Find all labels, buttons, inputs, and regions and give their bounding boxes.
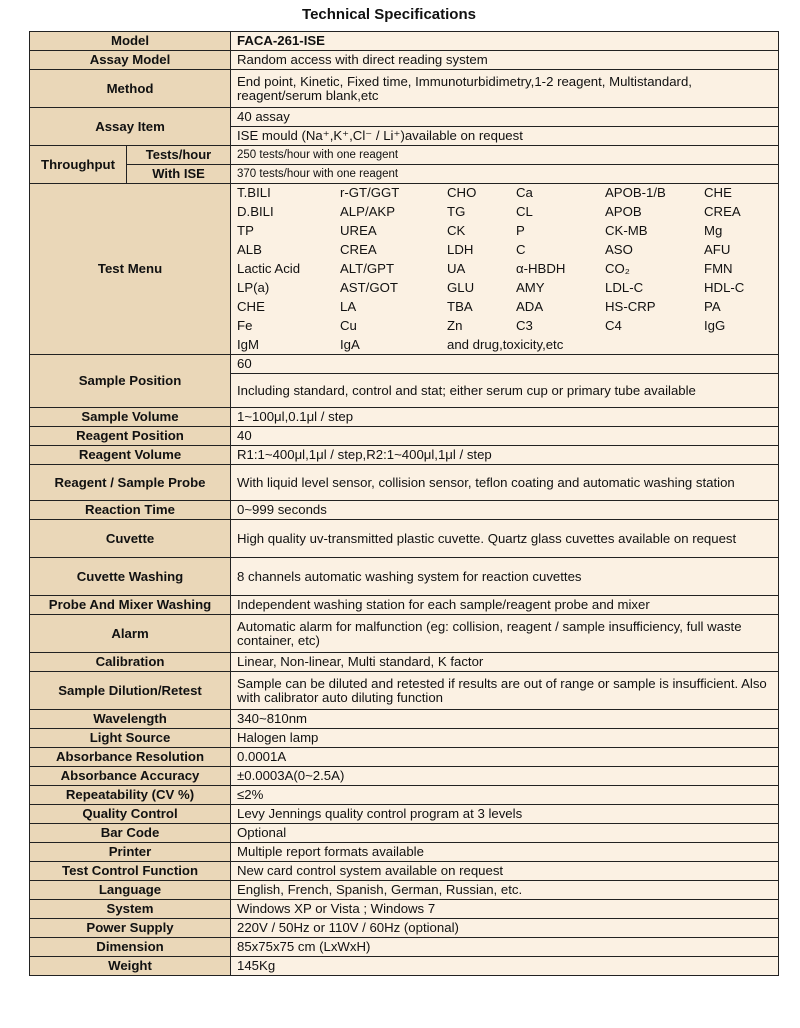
row-value: Levy Jennings quality control program at 3 levels	[231, 805, 779, 824]
row-value: ±0.0003A(0~2.5A)	[231, 767, 779, 786]
row-label: Sample Position	[30, 355, 231, 408]
row-label: Reagent Volume	[30, 446, 231, 465]
table-row	[30, 729, 779, 748]
test-menu-item: LDH	[447, 241, 474, 257]
row-value: 8 channels automatic washing system for reaction cuvettes	[231, 558, 779, 596]
test-menu-item: TG	[447, 203, 466, 219]
test-menu-item: ASO	[605, 241, 633, 257]
row-label: Cuvette	[30, 520, 231, 558]
row-value: 145Kg	[231, 957, 779, 976]
row-value: R1:1~400μl,1μl / step,R2:1~400μl,1μl / step	[231, 446, 779, 465]
test-menu-item: α-HBDH	[516, 260, 566, 276]
row-label: System	[30, 900, 231, 919]
table-row	[30, 355, 779, 374]
row-label: Test Menu	[30, 184, 231, 355]
test-menu-cell	[231, 184, 779, 355]
test-menu-item: Lactic Acid	[237, 260, 301, 276]
row-label: Light Source	[30, 729, 231, 748]
test-menu-item: C4	[605, 317, 622, 333]
row-value: 40 assay	[231, 108, 779, 127]
table-row	[30, 32, 779, 51]
test-menu-item: FMN	[704, 260, 733, 276]
row-value: Windows XP or Vista ; Windows 7	[231, 900, 779, 919]
test-menu-item: and drug,toxicity,etc	[447, 336, 564, 352]
row-label: Test Control Function	[30, 862, 231, 881]
test-menu-item: AFU	[704, 241, 731, 257]
test-menu-item: CREA	[704, 203, 741, 219]
row-label: Probe And Mixer Washing	[30, 596, 231, 615]
row-label: Power Supply	[30, 919, 231, 938]
test-menu-item: AST/GOT	[340, 279, 398, 295]
row-value: High quality uv-transmitted plastic cuvette. Quartz glass cuvettes available on request	[231, 520, 779, 558]
table-row	[30, 767, 779, 786]
row-value: 340~810nm	[231, 710, 779, 729]
row-label: Absorbance Accuracy	[30, 767, 231, 786]
row-value: 60	[231, 355, 779, 374]
table-row	[30, 558, 779, 596]
test-menu-item: ALP/AKP	[340, 203, 395, 219]
table-row	[30, 862, 779, 881]
table-row	[30, 672, 779, 710]
table-row	[30, 615, 779, 653]
table-row	[30, 165, 779, 184]
row-label: Weight	[30, 957, 231, 976]
row-value: 40	[231, 427, 779, 446]
test-menu-item: Mg	[704, 222, 723, 238]
row-label: Model	[30, 32, 231, 51]
row-label: Absorbance Resolution	[30, 748, 231, 767]
table-row	[30, 824, 779, 843]
test-menu-item: ADA	[516, 298, 544, 314]
table-row	[30, 520, 779, 558]
row-label: Language	[30, 881, 231, 900]
table-row	[30, 184, 779, 355]
table-row	[30, 501, 779, 520]
test-menu-item: APOB-1/B	[605, 185, 666, 200]
test-menu-item: LDL-C	[605, 279, 644, 295]
test-menu-item: TP	[237, 222, 254, 238]
test-menu-item: PA	[704, 298, 721, 314]
table-row	[30, 957, 779, 976]
row-label: Alarm	[30, 615, 231, 653]
row-label: Assay Item	[30, 108, 231, 146]
test-menu-item: CO₂	[605, 260, 630, 276]
table-row	[30, 881, 779, 900]
test-menu-item: HS-CRP	[605, 298, 656, 314]
row-value: ≤2%	[231, 786, 779, 805]
page-title: Technical Specifications	[302, 6, 476, 23]
table-row	[30, 900, 779, 919]
test-menu-item: ALT/GPT	[340, 260, 394, 276]
test-menu-item: r-GT/GGT	[340, 185, 400, 200]
test-menu-item: CL	[516, 203, 533, 219]
table-row	[30, 427, 779, 446]
row-value: Linear, Non-linear, Multi standard, K factor	[231, 653, 779, 672]
row-label: Quality Control	[30, 805, 231, 824]
table-row	[30, 51, 779, 70]
test-menu-item: CK	[447, 222, 466, 238]
test-menu-item: UREA	[340, 222, 377, 238]
test-menu-item: APOB	[605, 203, 642, 219]
table-row	[30, 465, 779, 501]
row-value: Halogen lamp	[231, 729, 779, 748]
row-value: New card control system available on request	[231, 862, 779, 881]
table-row	[30, 919, 779, 938]
test-menu-item: GLU	[447, 279, 475, 295]
row-value: End point, Kinetic, Fixed time, Immunoturbidimetry,1-2 reagent, Multistandard, reagent/serum blank,etc	[231, 70, 779, 108]
row-value: 0.0001A	[231, 748, 779, 767]
row-value: English, French, Spanish, German, Russian, etc.	[231, 881, 779, 900]
row-value: Including standard, control and stat; either serum cup or primary tube available	[231, 374, 779, 408]
table-row	[30, 710, 779, 729]
table-row	[30, 70, 779, 108]
row-label: Repeatability (CV %)	[30, 786, 231, 805]
test-menu-item: ALB	[237, 241, 262, 257]
test-menu-item: T.BILI	[237, 185, 271, 200]
table-row	[30, 786, 779, 805]
row-value: 250 tests/hour with one reagent	[231, 146, 779, 165]
table-row	[30, 805, 779, 824]
row-label: Reagent Position	[30, 427, 231, 446]
test-menu-grid	[237, 184, 778, 354]
table-row	[30, 108, 779, 127]
test-menu-item: C	[516, 241, 526, 257]
test-menu-item: AMY	[516, 279, 545, 295]
table-row	[30, 938, 779, 957]
row-value: Random access with direct reading system	[231, 51, 779, 70]
row-value: 370 tests/hour with one reagent	[231, 165, 779, 184]
test-menu-item: UA	[447, 260, 466, 276]
test-menu-item: Fe	[237, 317, 253, 333]
row-label: Reagent / Sample Probe	[30, 465, 231, 501]
test-menu-item: C3	[516, 317, 533, 333]
table-row	[30, 408, 779, 427]
test-menu-item: P	[516, 222, 525, 238]
row-value: Multiple report formats available	[231, 843, 779, 862]
row-value: 0~999 seconds	[231, 501, 779, 520]
row-label: Cuvette Washing	[30, 558, 231, 596]
row-label: Dimension	[30, 938, 231, 957]
row-value: 1~100μl,0.1μl / step	[231, 408, 779, 427]
row-label: Calibration	[30, 653, 231, 672]
row-label: Method	[30, 70, 231, 108]
row-value: ISE mould (Na⁺,K⁺,Cl⁻ / Li⁺)available on request	[231, 127, 779, 146]
table-row	[30, 446, 779, 465]
table-row	[30, 843, 779, 862]
test-menu-item: IgM	[237, 336, 259, 352]
row-label: Assay Model	[30, 51, 231, 70]
row-label: Wavelength	[30, 710, 231, 729]
row-value: FACA-261-ISE	[231, 32, 779, 51]
row-label: Printer	[30, 843, 231, 862]
row-label: Sample Volume	[30, 408, 231, 427]
table-row	[30, 653, 779, 672]
test-menu-item: CREA	[340, 241, 377, 257]
test-menu-item: Zn	[447, 317, 463, 333]
test-menu-item: CHO	[447, 185, 477, 200]
row-value: Automatic alarm for malfunction (eg: collision, reagent / sample insufficiency, full waste container, etc)	[231, 615, 779, 653]
test-menu-item: D.BILI	[237, 203, 274, 219]
row-sublabel: With ISE	[127, 165, 231, 184]
specifications-table	[29, 31, 779, 976]
test-menu-item: LP(a)	[237, 279, 270, 295]
row-label: Bar Code	[30, 824, 231, 843]
row-label: Sample Dilution/Retest	[30, 672, 231, 710]
test-menu-item: Ca	[516, 185, 533, 200]
test-menu-item: IgG	[704, 317, 726, 333]
row-value: Optional	[231, 824, 779, 843]
row-value: Independent washing station for each sample/reagent probe and mixer	[231, 596, 779, 615]
row-sublabel: Tests/hour	[127, 146, 231, 165]
table-row	[30, 748, 779, 767]
test-menu-item: HDL-C	[704, 279, 745, 295]
test-menu-item: IgA	[340, 336, 360, 352]
row-value: Sample can be diluted and retested if results are out of range or sample is insufficient. Also with calibrator auto diluting function	[231, 672, 779, 710]
table-row	[30, 596, 779, 615]
test-menu-item: LA	[340, 298, 357, 314]
test-menu-item: CHE	[237, 298, 265, 314]
test-menu-item: CK-MB	[605, 222, 648, 238]
test-menu-item: CHE	[704, 185, 732, 200]
row-label: Throughput	[30, 146, 127, 184]
test-menu-item: Cu	[340, 317, 357, 333]
row-value: 85x75x75 cm (LxWxH)	[231, 938, 779, 957]
table-row	[30, 146, 779, 165]
row-label: Reaction Time	[30, 501, 231, 520]
test-menu-item: TBA	[447, 298, 473, 314]
row-value: 220V / 50Hz or 110V / 60Hz (optional)	[231, 919, 779, 938]
row-value: With liquid level sensor, collision sensor, teflon coating and automatic washing station	[231, 465, 779, 501]
